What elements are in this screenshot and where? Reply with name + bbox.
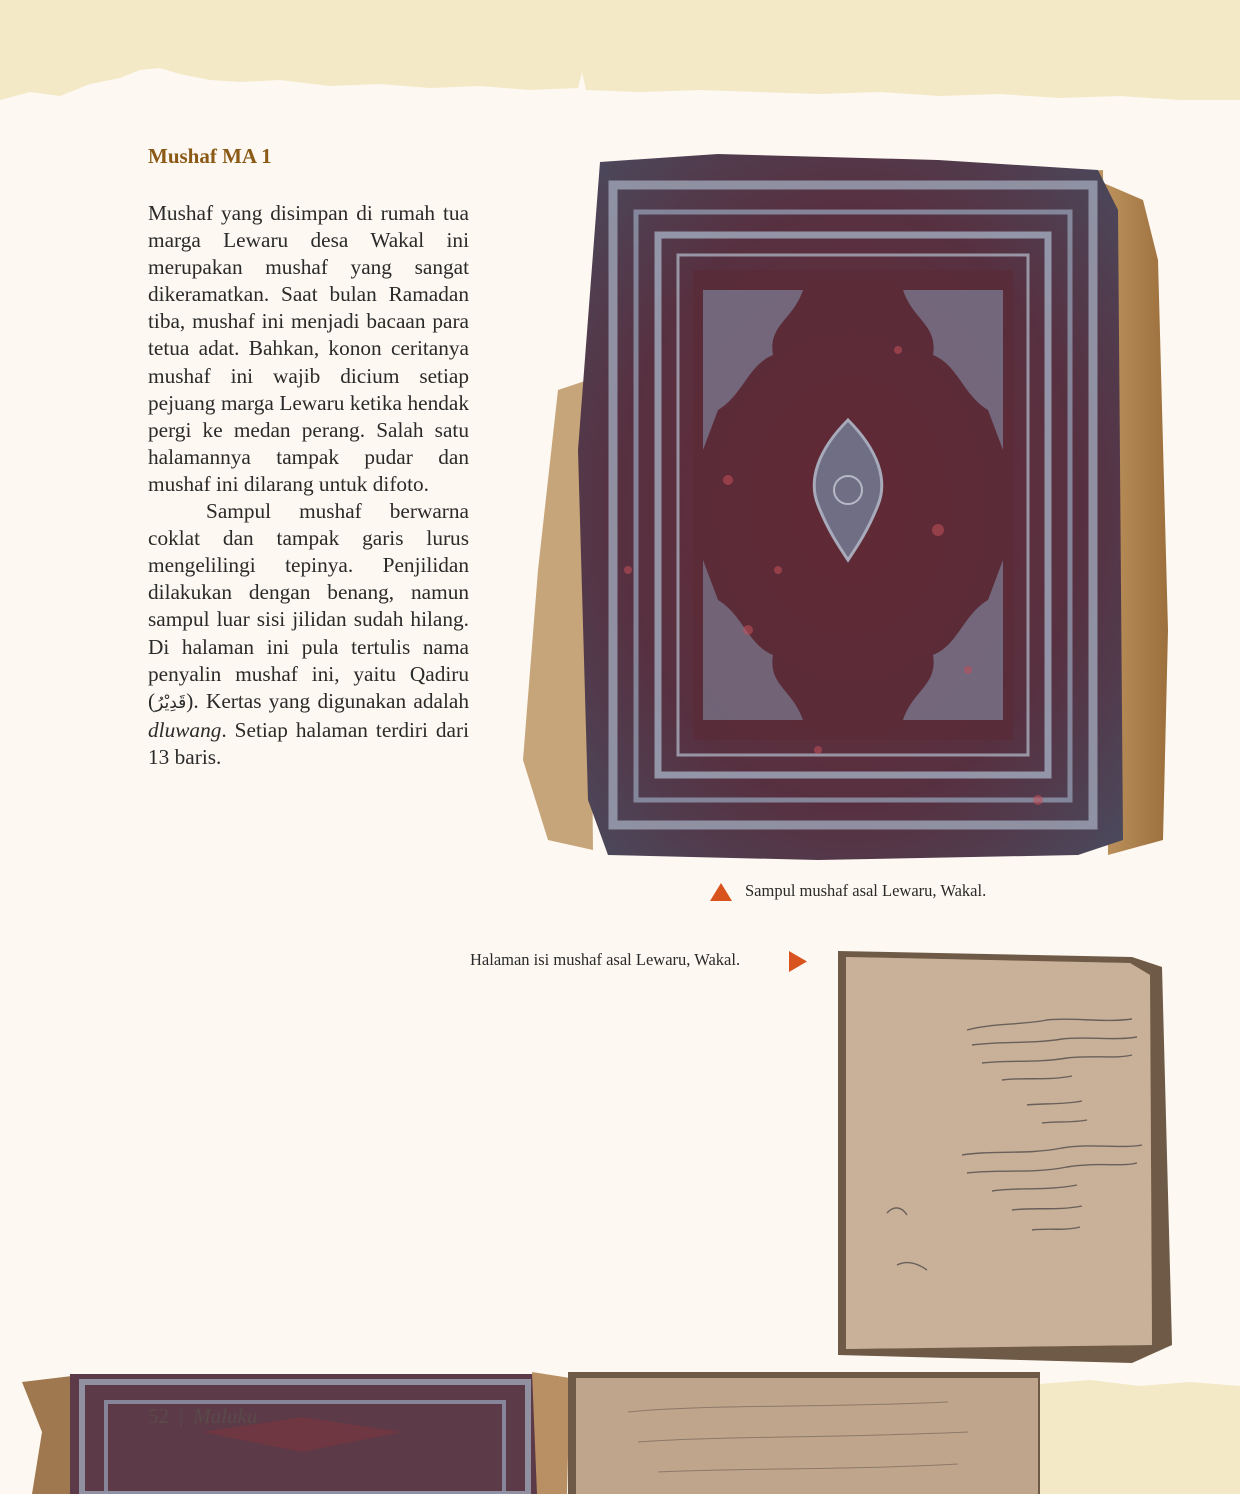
copyist-name-arabic: قَدِيْرُ — [155, 692, 187, 713]
top-torn-band — [0, 0, 1240, 110]
mushaf-cover-photo — [518, 150, 1178, 865]
paragraph-2-part-b: ). Kertas yang digunakan adalah — [186, 688, 469, 713]
cover-caption: Sampul mushaf asal Lewaru, Wakal. — [745, 881, 987, 900]
bottom-page-photo — [568, 1372, 1044, 1494]
page-caption: Halaman isi mushaf asal Lewaru, Wakal. — [470, 950, 741, 969]
bottom-corner-band — [1040, 1372, 1240, 1494]
triangle-right-icon — [789, 951, 807, 972]
bottom-cover-photo — [22, 1372, 570, 1494]
mushaf-inner-page-photo — [832, 945, 1174, 1365]
paragraph-2-part-c: . Setiap halaman terdiri dari 13 baris. — [148, 717, 469, 769]
paragraph-2 — [148, 498, 469, 771]
footer-separator: | — [179, 1404, 184, 1428]
paper-type: dluwang — [148, 717, 222, 742]
paragraph-1: Mushaf yang disimpan di rumah tua marga Lewaru desa Wakal ini merupakan mushaf yang sangat dikeramatkan. Saat bulan Ramadan tiba, mushaf ini menjadi bacaan para tetua adat. Bahkan, konon ceritanya mushaf ini wajib dicium setiap pejuang marga Lewaru ketika hendak pergi ke medan perang. Salah satu halamannya tampak pudar dan mushaf ini dilarang untuk difoto. — [148, 201, 469, 496]
paragraph-2-part-a: Sampul mushaf berwarna coklat dan tampak garis lurus mengelilingi tepinya. Penjilidan dilakukan dengan benang, namun sampul luar sisi jilidan sudah hilang. Di halaman ini pula tertulis nama penyalin mushaf ini, yaitu Qadiru ( — [148, 499, 469, 713]
body-text — [148, 200, 469, 771]
triangle-up-icon — [710, 883, 732, 901]
book-title: Maluku — [193, 1404, 258, 1428]
page-number: 52 — [148, 1404, 169, 1428]
page-footer — [148, 1404, 257, 1429]
section-heading: Mushaf MA 1 — [148, 144, 272, 168]
